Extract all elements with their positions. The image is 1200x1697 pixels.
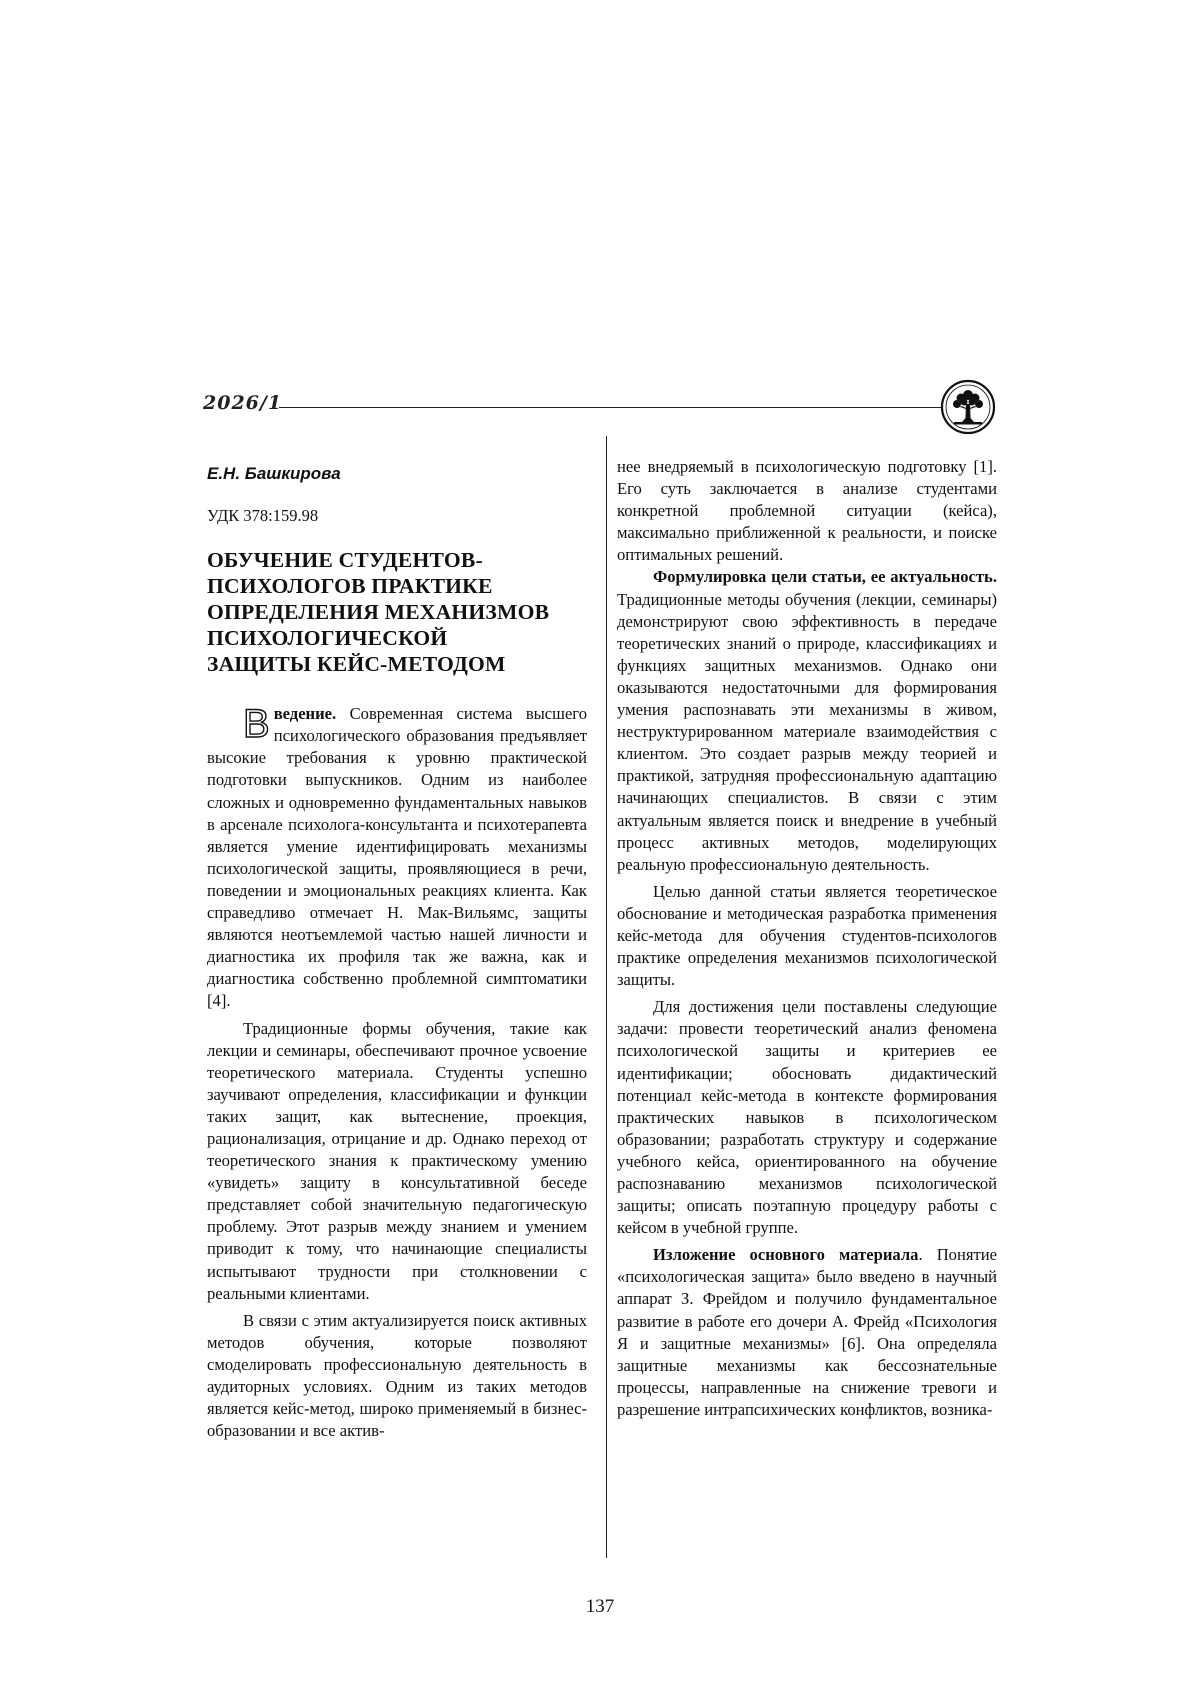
header-rule <box>279 407 969 408</box>
issue-label: 2026/1 <box>203 392 283 414</box>
article-title: ОБУЧЕНИЕ СТУДЕНТОВ- ПСИХОЛОГОВ ПРАКТИКЕ ОПРЕДЕЛЕНИЯ МЕХАНИЗМОВ ПСИХОЛОГИЧЕСКОЙ ЗАЩИТЫ КЕЙС-МЕТОДОМ <box>207 548 550 677</box>
paragraph: В связи с этим актуализируется поиск активных методов обучения, которые позволяют смоделировать профессиональную деятельность в аудиторных условиях. Одним из таких методов является кейс-метод, широко применяемый в бизнес-образовании и все актив- <box>207 1310 587 1441</box>
left-column <box>207 455 587 1442</box>
paragraph-continued: нее внедряемый в психологическую подготовку [1]. Его суть заключается в анализе студентами конкретной проблемной ситуации (кейса), максимально приближенной к реальности, и поиске оптимальных решений. <box>617 457 997 565</box>
running-header <box>203 378 1003 438</box>
paragraph: Целью данной статьи является теоретическое обоснование и методическая разработка применения кейс-метода для обучения студентов-психологов практике определения механизмов психологической защиты. <box>617 881 997 990</box>
intro-paragraph <box>207 703 587 1012</box>
right-column <box>617 456 997 1421</box>
goal-paragraph <box>617 566 997 875</box>
paragraph-text: Традиционные методы обучения (лекции, семинары) демонстрируют свою эффективность в передаче теоретических знаний о природе, классификациях и функциях защитных механизмов. Однако они оказываются недостаточными для формирования умения распознавать эти механизмы в живом, неструктурированном материале взаимодействия с клиентом. Это создает разрыв между теорией и практикой, затрудняя профессиональную адаптацию начинающих специалистов. В связи с этим актуальным является поиск и внедрение в учебный процесс активных методов, моделирующих реальную профессиональную деятельность. <box>617 589 997 874</box>
tree-emblem-icon <box>939 378 997 436</box>
paragraph-text: . Понятие «психологическая защита» было введено в научный аппарат З. Фрейдом и получило фундаментальное развитие в работе его дочери А. Фрейд «Психология Я и защитные механизмы» [6]. Она определяла защитные механизмы как бессознательные процессы, направленные на снижение тревоги и разрешение интрапсихических конфликтов, возника- <box>617 1245 997 1419</box>
drop-cap: В <box>243 702 270 747</box>
column-divider <box>606 436 607 1558</box>
section-heading-main: Изложение основного материала <box>653 1245 919 1265</box>
page-number: 137 <box>585 1596 615 1617</box>
paragraph: Традиционные формы обучения, такие как лекции и семинары, обеспечивают прочное усвоение теоретического материала. Студенты успешно заучивают определения, классификации и функции таких защит, как вытеснение, проекция, рационализация, отрицание и др. Однако переход от теоретического знания к практическому умению «увидеть» защиту в консультативной беседе представляет собой значительную педагогическую проблему. Этот разрыв между знанием и умением приводит к тому, что начинающие специалисты испытывают трудности при столкновении с реальными клиентами. <box>207 1018 587 1303</box>
main-material-paragraph <box>617 1244 997 1421</box>
paragraph: Для достижения цели поставлены следующие задачи: провести теоретический анализ феномена психологической защиты и критериев ее идентификации; обосновать дидактический потенциал кейс-метода в контексте формирования практических навыков в психологическом образовании; разработать структуру и содержание учебного кейса, ориентированного на обучение распознаванию механизмов психологической защиты; описать поэтапную процедуру работы с кейсом в учебной группе. <box>617 997 997 1238</box>
paragraph-text: Современная система высшего психологического образования предъявляет высокие требования к уровню практической подготовки выпускников. Одним из наиболее сложных и одновременно фундаментальных навыков в арсенале психолога-консультанта и психотерапевта является умение идентифицировать механизмы психологической защиты, проявляющиеся в речи, поведении и эмоциональных реакциях клиента. Как справедливо отмечает Н. Мак-Вильямс, защиты являются неотъемлемой частью нашей личности и диагностика их профиля так же важна, как и диагностика собственно проблемной симптоматики [4]. <box>207 704 587 1011</box>
section-heading-intro: ведение. <box>273 704 337 724</box>
author-name: Е.Н. Башкирова <box>207 464 341 483</box>
section-heading-goal: Формулировка цели статьи, ее актуальность. <box>653 567 997 587</box>
udk-code: УДК 378:159.98 <box>207 506 319 526</box>
